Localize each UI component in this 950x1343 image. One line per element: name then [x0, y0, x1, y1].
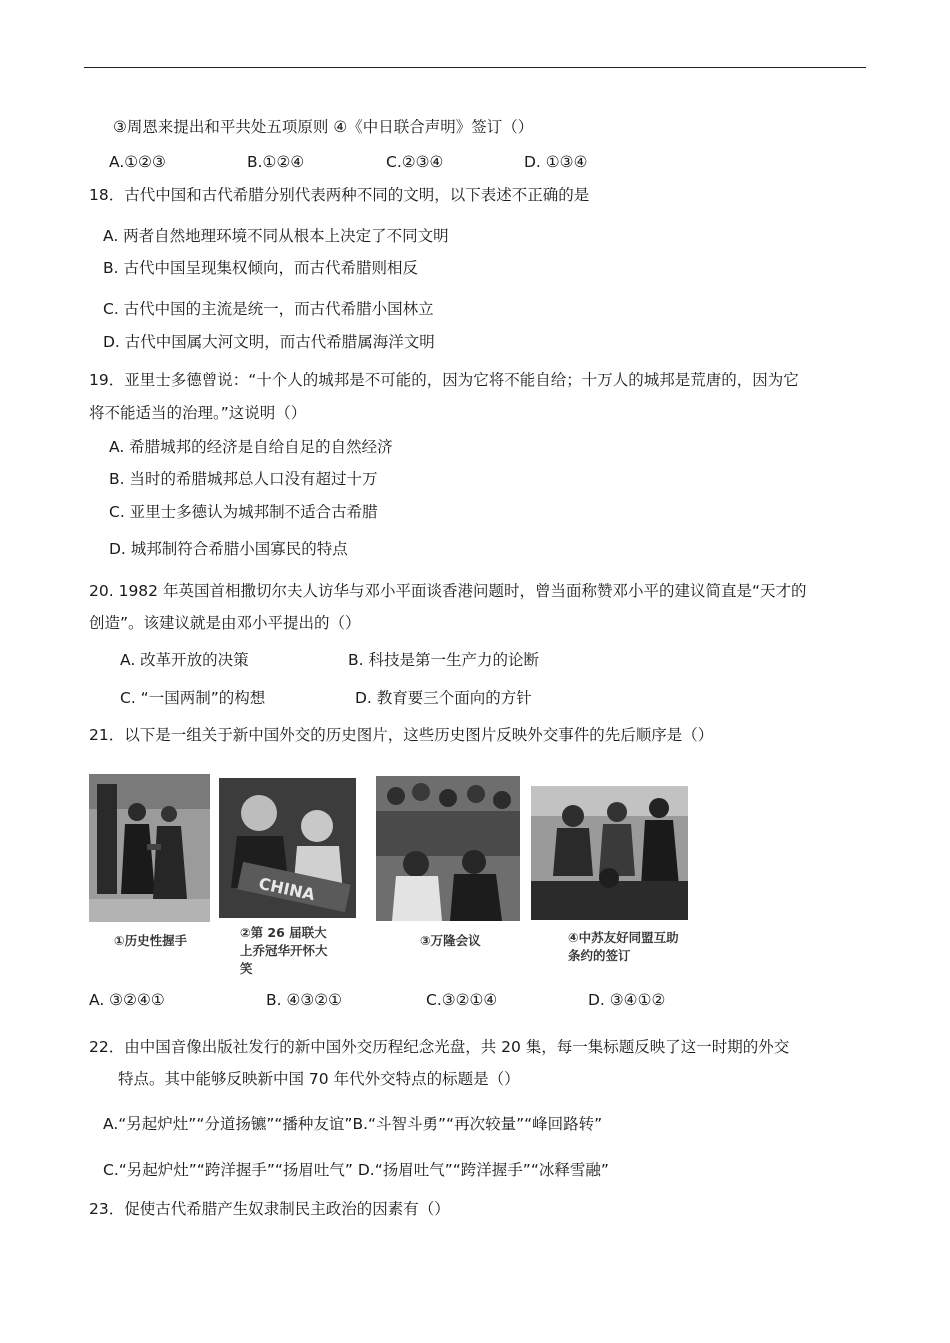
- q20-option-a: A. 改革开放的决策: [120, 651, 249, 669]
- q21-option-c: C.③②①④: [426, 991, 498, 1009]
- caption-photo-4-line2: 条约的签订: [568, 948, 631, 963]
- q19-option-a: A. 希腊城邦的经济是自给自足的自然经济: [109, 438, 393, 456]
- q19-stem-line2: 将不能适当的治理。”这说明（）: [89, 404, 307, 422]
- q17-option-c: C.②③④: [386, 153, 444, 171]
- q19-option-b: B. 当时的希腊城邦总人口没有超过十万: [109, 470, 378, 488]
- q22-options-line1: A.“另起炉灶”“分道扬镳”“播种友谊”B.“斗智斗勇”“再次较量”“峰回路转”: [103, 1115, 603, 1133]
- q22-options-line2: C.“另起炉灶”“跨洋握手”“扬眉吐气” D.“扬眉吐气”“跨洋握手”“冰释雪融”: [103, 1161, 609, 1179]
- q18-option-a: A. 两者自然地理环境不同从根本上决定了不同文明: [103, 227, 449, 245]
- q18-option-c: C. 古代中国的主流是统一，而古代希腊小国林立: [103, 300, 434, 318]
- q21-option-a: A. ③②④①: [89, 991, 165, 1009]
- china-sign-text: CHINA: [257, 873, 317, 905]
- caption-photo-2-line3: 笑: [240, 961, 253, 976]
- caption-photo-1: ①历史性握手: [114, 933, 188, 948]
- q21-stem: 21．以下是一组关于新中国外交的历史图片，这些历史图片反映外交事件的先后顺序是（）: [89, 726, 714, 744]
- caption-photo-4-line1: ④中苏友好同盟互助: [568, 930, 679, 945]
- q20-option-d: D. 教育要三个面向的方针: [355, 689, 532, 707]
- photo-historic-handshake: [89, 774, 210, 922]
- photo-un-general-assembly: [219, 778, 356, 918]
- q21-option-b: B. ④③②①: [266, 991, 343, 1009]
- q23-stem: 23．促使古代希腊产生奴隶制民主政治的因素有（）: [89, 1200, 450, 1218]
- q19-stem-line1: 19．亚里士多德曾说：“十个人的城邦是不可能的，因为它将不能自给；十万人的城邦是荒唐的，因为它: [89, 371, 799, 389]
- q18-option-b: B. 古代中国呈现集权倾向，而古代希腊则相反: [103, 259, 418, 277]
- q17-line: ③周恩来提出和平共处五项原则 ④《中日联合声明》签订（）: [113, 118, 534, 136]
- q21-option-d: D. ③④①②: [588, 991, 666, 1009]
- caption-photo-2-line1: ②第 26 届联大: [240, 925, 327, 940]
- q17-option-a: A.①②③: [109, 153, 166, 171]
- q17-option-d: D. ①③④: [524, 153, 588, 171]
- q22-stem-line1: 22．由中国音像出版社发行的新中国外交历程纪念光盘，共 20 集，每一集标题反映了这一时期的外交: [89, 1038, 790, 1056]
- header-rule: [84, 67, 866, 68]
- q18-stem: 18．古代中国和古代希腊分别代表两种不同的文明，以下表述不正确的是: [89, 186, 590, 204]
- q20-stem-line2: 创造”。该建议就是由邓小平提出的（）: [89, 614, 361, 632]
- q20-option-b: B. 科技是第一生产力的论断: [348, 651, 539, 669]
- q19-option-d: D. 城邦制符合希腊小国寡民的特点: [109, 540, 348, 558]
- q17-option-b: B.①②④: [247, 153, 305, 171]
- photo-bandung-conference: [376, 776, 520, 921]
- q20-option-c: C. “一国两制”的构想: [120, 689, 266, 707]
- photo-sino-soviet-treaty: [531, 786, 688, 920]
- caption-photo-2-line2: 上乔冠华开怀大: [240, 943, 328, 958]
- caption-photo-3: ③万隆会议: [420, 933, 481, 948]
- q18-option-d: D. 古代中国属大河文明，而古代希腊属海洋文明: [103, 333, 435, 351]
- q19-option-c: C. 亚里士多德认为城邦制不适合古希腊: [109, 503, 378, 521]
- q20-stem-line1: 20. 1982 年英国首相撒切尔夫人访华与邓小平面谈香港问题时，曾当面称赞邓小平的建议简直是“天才的: [89, 582, 807, 600]
- q22-stem-line2: 特点。其中能够反映新中国 70 年代外交特点的标题是（）: [118, 1070, 520, 1088]
